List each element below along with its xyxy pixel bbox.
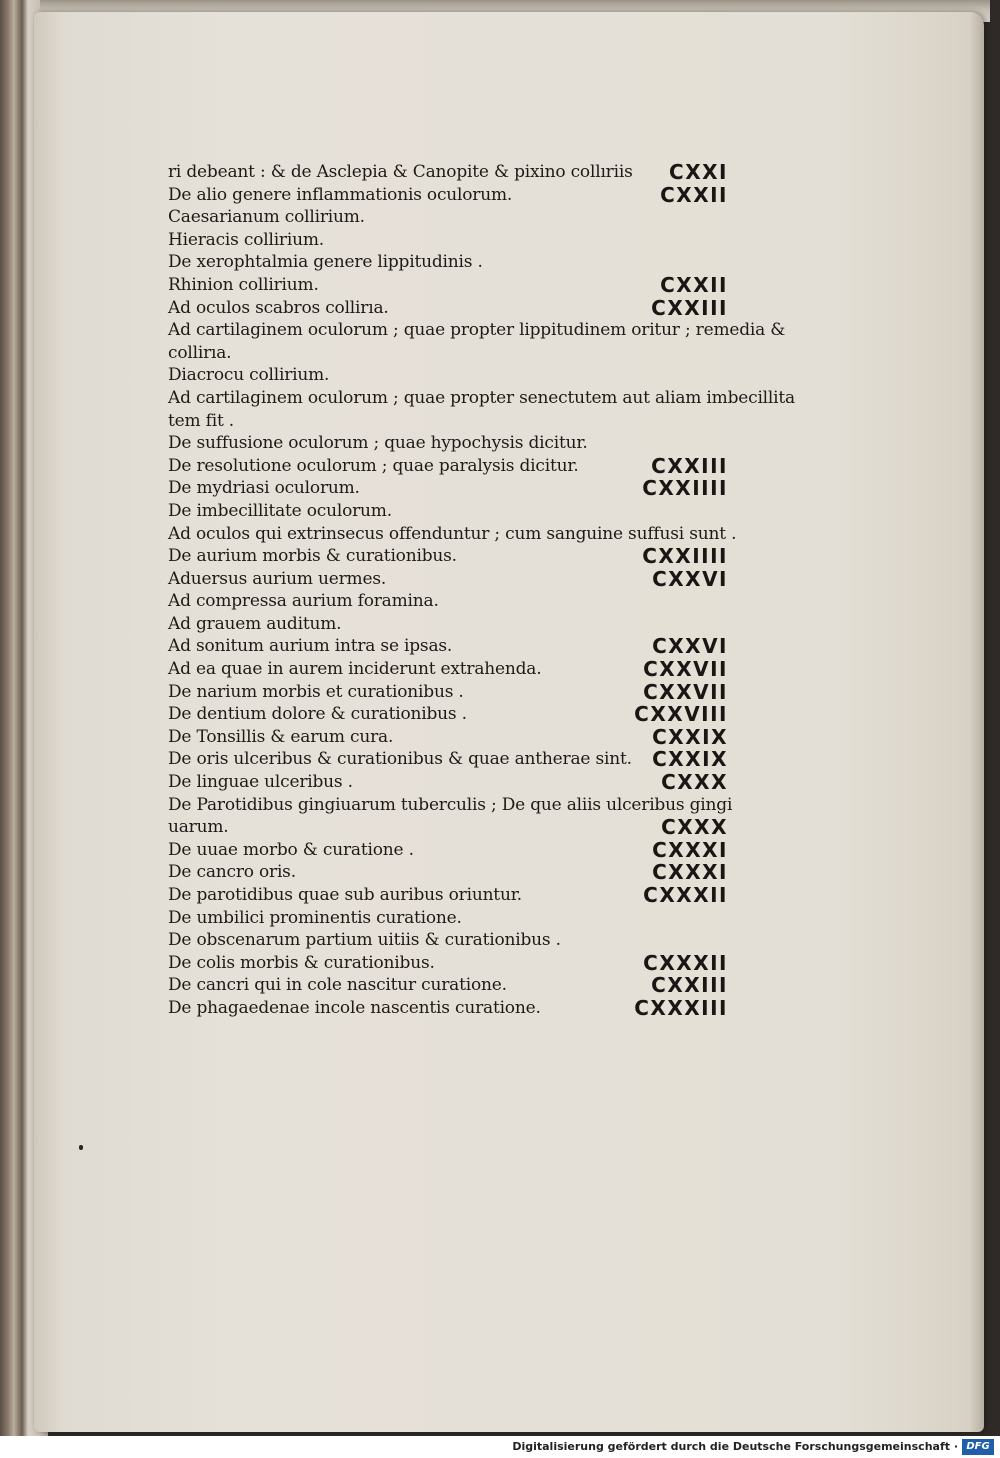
toc-entry <box>168 681 728 704</box>
toc-entry <box>168 364 728 387</box>
toc-entry <box>168 477 728 500</box>
footer-credit: Digitalisierung gefördert durch die Deutsche Forschungsgemeinschaft · <box>512 1440 958 1453</box>
toc-entry <box>168 342 728 365</box>
toc-entry-text: De cancri qui in cole nascitur curatione. <box>168 975 507 996</box>
toc-entry-text: De aurium morbis & curationibus. <box>168 546 457 567</box>
toc-entry-text: De xerophtalmia genere lippitudinis . <box>168 252 483 273</box>
toc-entry-text: De oris ulceribus & curationibus & quae antherae sint. <box>168 749 632 770</box>
toc-entry-chapter-number: CXXVI <box>652 634 728 659</box>
toc-entry-text: Ad oculos scabros collirıa. <box>168 297 389 318</box>
toc-entry-text: Aduersus aurium uermes. <box>168 568 387 589</box>
toc-entry-text: De mydriasi oculorum. <box>168 478 360 499</box>
toc-entry <box>168 387 795 410</box>
toc-entry-chapter-number: CXXX <box>661 815 728 840</box>
toc-entry <box>168 206 728 229</box>
toc-entry-chapter-number: CXXXII <box>643 950 728 975</box>
toc-entry-text: Ad ea quae in aurem inciderunt extrahenda. <box>168 659 542 680</box>
toc-entry-text: Caesarianum collirium. <box>168 207 365 228</box>
toc-entry-chapter-number: CXXIX <box>652 747 728 772</box>
table-of-contents <box>168 160 795 1020</box>
toc-entry-text: De uuae morbo & curatione . <box>168 839 414 860</box>
toc-entry-text: Ad sonitum aurium intra se ipsas. <box>168 636 453 657</box>
toc-entry-chapter-number: CXXXI <box>652 860 728 885</box>
toc-entry-text: Ad cartilaginem oculorum ; quae propter lippitudinem oritur ; remedia & <box>168 320 786 341</box>
toc-entry-chapter-number: CXXVII <box>643 679 728 704</box>
toc-entry-chapter-number: CXXII <box>660 182 728 207</box>
toc-entry-text: Ad cartilaginem oculorum ; quae propter senectutem aut aliam imbecillita <box>168 387 795 408</box>
toc-entry-text: Hieracis collirium. <box>168 229 324 250</box>
toc-entry <box>168 884 728 907</box>
toc-entry <box>168 907 728 930</box>
toc-entry-chapter-number: CXXIII <box>651 453 728 478</box>
toc-entry-text: Ad oculos qui extrinsecus offenduntur ; cum sanguine suffusi sunt . <box>168 523 737 544</box>
toc-entry-text: Rhinion collirium. <box>168 274 319 295</box>
toc-entry-text: Diacrocu collirium. <box>168 365 330 386</box>
toc-entry <box>168 748 728 771</box>
toc-entry-chapter-number: CXXVIII <box>634 702 728 727</box>
toc-entry <box>168 545 728 568</box>
toc-entry-text: De phagaedenae incole nascentis curatione. <box>168 997 541 1018</box>
toc-entry <box>168 229 728 252</box>
toc-entry-text: De imbecillitate oculorum. <box>168 500 392 521</box>
toc-entry-chapter-number: CXXVI <box>652 566 728 591</box>
toc-entry <box>168 726 728 749</box>
toc-entry-text: De linguae ulceribus . <box>168 772 353 793</box>
toc-entry-text: Ad compressa aurium foramina. <box>168 591 439 612</box>
toc-entry-text: De alio genere inflammationis oculorum. <box>168 184 513 205</box>
toc-entry <box>168 184 728 207</box>
toc-entry-chapter-number: CXXVII <box>643 657 728 682</box>
toc-entry <box>168 816 728 839</box>
toc-entry-chapter-number: CXXXI <box>652 837 728 862</box>
toc-entry-text: De Parotidibus gingiuarum tuberculis ; De que aliis ulceribus gingi <box>168 794 733 815</box>
ink-spot <box>79 1145 83 1150</box>
toc-entry-chapter-number: CXXII <box>660 272 728 297</box>
toc-entry-text: collirıa. <box>168 342 232 363</box>
toc-entry <box>168 568 728 591</box>
toc-entry-text: De Tonsillis & earum cura. <box>168 726 394 747</box>
toc-entry-text: De colis morbis & curationibus. <box>168 952 435 973</box>
toc-entry-text: De dentium dolore & curationibus . <box>168 704 467 725</box>
toc-entry-text: De obscenarum partium uitiis & curationibus . <box>168 930 561 951</box>
toc-entry <box>168 771 728 794</box>
toc-entry <box>168 274 728 297</box>
toc-entry-chapter-number: CXXIX <box>652 724 728 749</box>
toc-entry-text: De parotidibus quae sub auribus oriuntur. <box>168 885 522 905</box>
toc-entry-text: De suffusione oculorum ; quae hypochysis dicitur. <box>168 433 588 454</box>
toc-entry <box>168 319 786 342</box>
toc-entry <box>168 997 728 1020</box>
toc-entry <box>168 929 728 952</box>
toc-entry <box>168 613 728 636</box>
toc-entry <box>168 161 728 184</box>
toc-entry-text: De resolutione oculorum ; quae paralysis dicitur. <box>168 455 579 476</box>
toc-entry <box>168 251 728 274</box>
toc-entry <box>168 703 728 726</box>
toc-entry <box>168 500 728 523</box>
toc-entry <box>168 432 728 455</box>
toc-entry-chapter-number: CXXX <box>661 770 728 795</box>
digitization-footer <box>0 1436 1000 1458</box>
toc-entry-text: De cancro oris. <box>168 862 296 883</box>
toc-entry-chapter-number: CXXIII <box>651 295 728 320</box>
toc-entry <box>168 455 728 478</box>
toc-entry-chapter-number: CXXXIII <box>634 995 728 1020</box>
toc-entry <box>168 974 728 997</box>
toc-entry <box>168 839 728 862</box>
toc-entry-chapter-number: CXXI <box>669 160 728 184</box>
toc-entry-chapter-number: CXXIIII <box>642 544 728 569</box>
toc-entry-text: tem fit . <box>168 410 234 431</box>
toc-entry-chapter-number: CXXIII <box>651 973 728 998</box>
toc-entry <box>168 861 728 884</box>
toc-entry <box>168 635 728 658</box>
toc-entry-text: De narium morbis et curationibus . <box>168 681 464 702</box>
toc-entry <box>168 523 737 546</box>
toc-entry <box>168 794 733 817</box>
toc-entry <box>168 410 728 433</box>
toc-entry-text: Ad grauem auditum. <box>168 613 342 634</box>
toc-entry <box>168 297 728 320</box>
toc-entry-text: De umbilici prominentis curatione. <box>168 907 462 928</box>
toc-entry <box>168 590 728 613</box>
toc-entry-chapter-number: CXXXII <box>643 883 728 907</box>
dfg-logo-icon: DFG <box>962 1439 994 1455</box>
toc-entry <box>168 658 728 681</box>
toc-entry-text: uarum. <box>168 817 229 838</box>
toc-entry <box>168 952 728 975</box>
toc-entry-chapter-number: CXXIIII <box>642 476 728 501</box>
toc-entry-text: ri debeant : & de Asclepia & Canopite & pixino collıriis <box>168 162 633 182</box>
